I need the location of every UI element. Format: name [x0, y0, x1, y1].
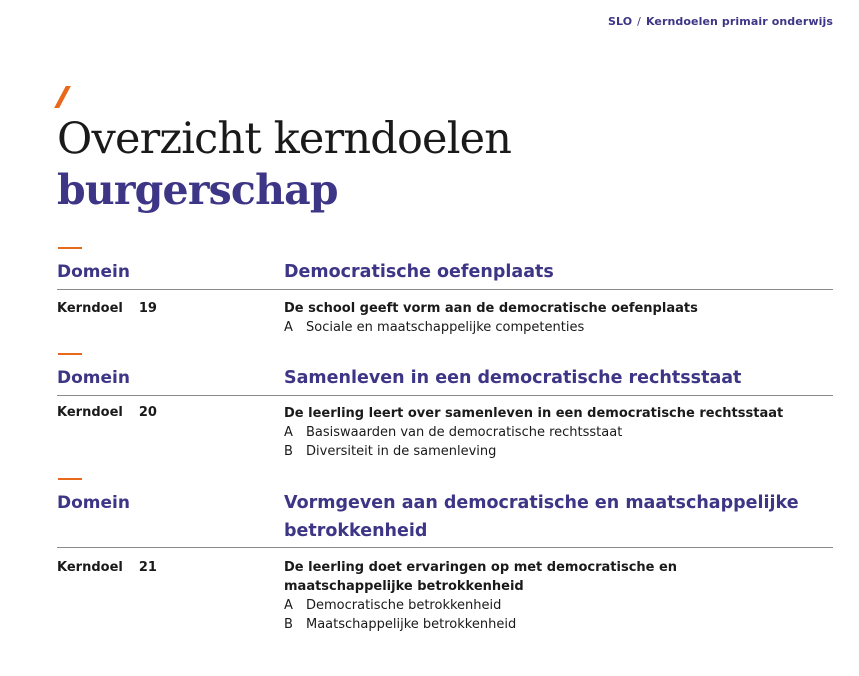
page-title-line2: burgerschap [57, 166, 338, 214]
item-letter: A [284, 598, 293, 613]
domain-2-label: Domein [57, 368, 130, 388]
header-separator: / [637, 15, 641, 28]
item-text: Diversiteit in de samenleving [306, 444, 497, 459]
domain-1-accent-dash [58, 247, 82, 249]
kerndoel-20-item-a [284, 423, 714, 442]
kerndoel-20-word: Kerndoel [57, 405, 123, 420]
orange-slash-accent [54, 86, 71, 108]
kerndoel-20-label [57, 405, 157, 420]
header-org: SLO [607, 15, 633, 28]
kerndoel-19-content [284, 299, 714, 337]
kerndoel-21-statement: De leerling doet ervaringen op met democratische en maatschappelijke betrokkenheid [284, 560, 678, 594]
item-text: Democratische betrokkenheid [306, 598, 502, 613]
domain-1-rule [57, 289, 833, 290]
domain-3-rule [57, 547, 833, 548]
header-section: Kerndoelen primair onderwijs [645, 15, 833, 28]
domain-3-accent-dash [58, 478, 82, 480]
kerndoel-19-statement: De school geeft vorm aan de democratische oefenplaats [284, 301, 698, 316]
kerndoel-21-item-b [284, 615, 684, 634]
kerndoel-21-item-a [284, 596, 684, 615]
item-text: Basiswaarden van de democratische rechtsstaat [306, 425, 623, 440]
kerndoel-21-label [57, 560, 157, 575]
kerndoel-21-word: Kerndoel [57, 560, 123, 575]
kerndoel-19-item-a [284, 318, 714, 337]
page-title-line1: Overzicht kerndoelen [57, 114, 512, 164]
page-header [608, 15, 833, 28]
domain-3-label: Domein [57, 493, 130, 513]
domain-3-title: Vormgeven aan democratische en maatschappelijke betrokkenheid [284, 493, 799, 541]
item-text: Maatschappelijke betrokkenheid [306, 617, 517, 632]
item-letter: A [284, 320, 293, 335]
kerndoel-20-number: 20 [138, 405, 157, 420]
kerndoel-21-number: 21 [138, 560, 157, 575]
kerndoel-20-statement: De leerling leert over samenleven in een democratische rechtsstaat [284, 406, 784, 421]
kerndoel-21-content [284, 558, 684, 634]
domain-2-title: Samenleven in een democratische rechtsstaat [284, 368, 742, 388]
kerndoel-20-item-b [284, 442, 714, 461]
item-letter: B [284, 617, 293, 632]
domain-1-title: Democratische oefenplaats [284, 262, 554, 282]
domain-2-rule [57, 395, 833, 396]
item-text: Sociale en maatschappelijke competenties [306, 320, 585, 335]
kerndoel-19-word: Kerndoel [57, 301, 123, 316]
item-letter: A [284, 425, 293, 440]
item-letter: B [284, 444, 293, 459]
kerndoel-19-label [57, 301, 157, 316]
kerndoel-19-number: 19 [138, 301, 157, 316]
domain-2-accent-dash [58, 353, 82, 355]
kerndoel-20-content [284, 404, 784, 461]
domain-1-label: Domein [57, 262, 130, 282]
